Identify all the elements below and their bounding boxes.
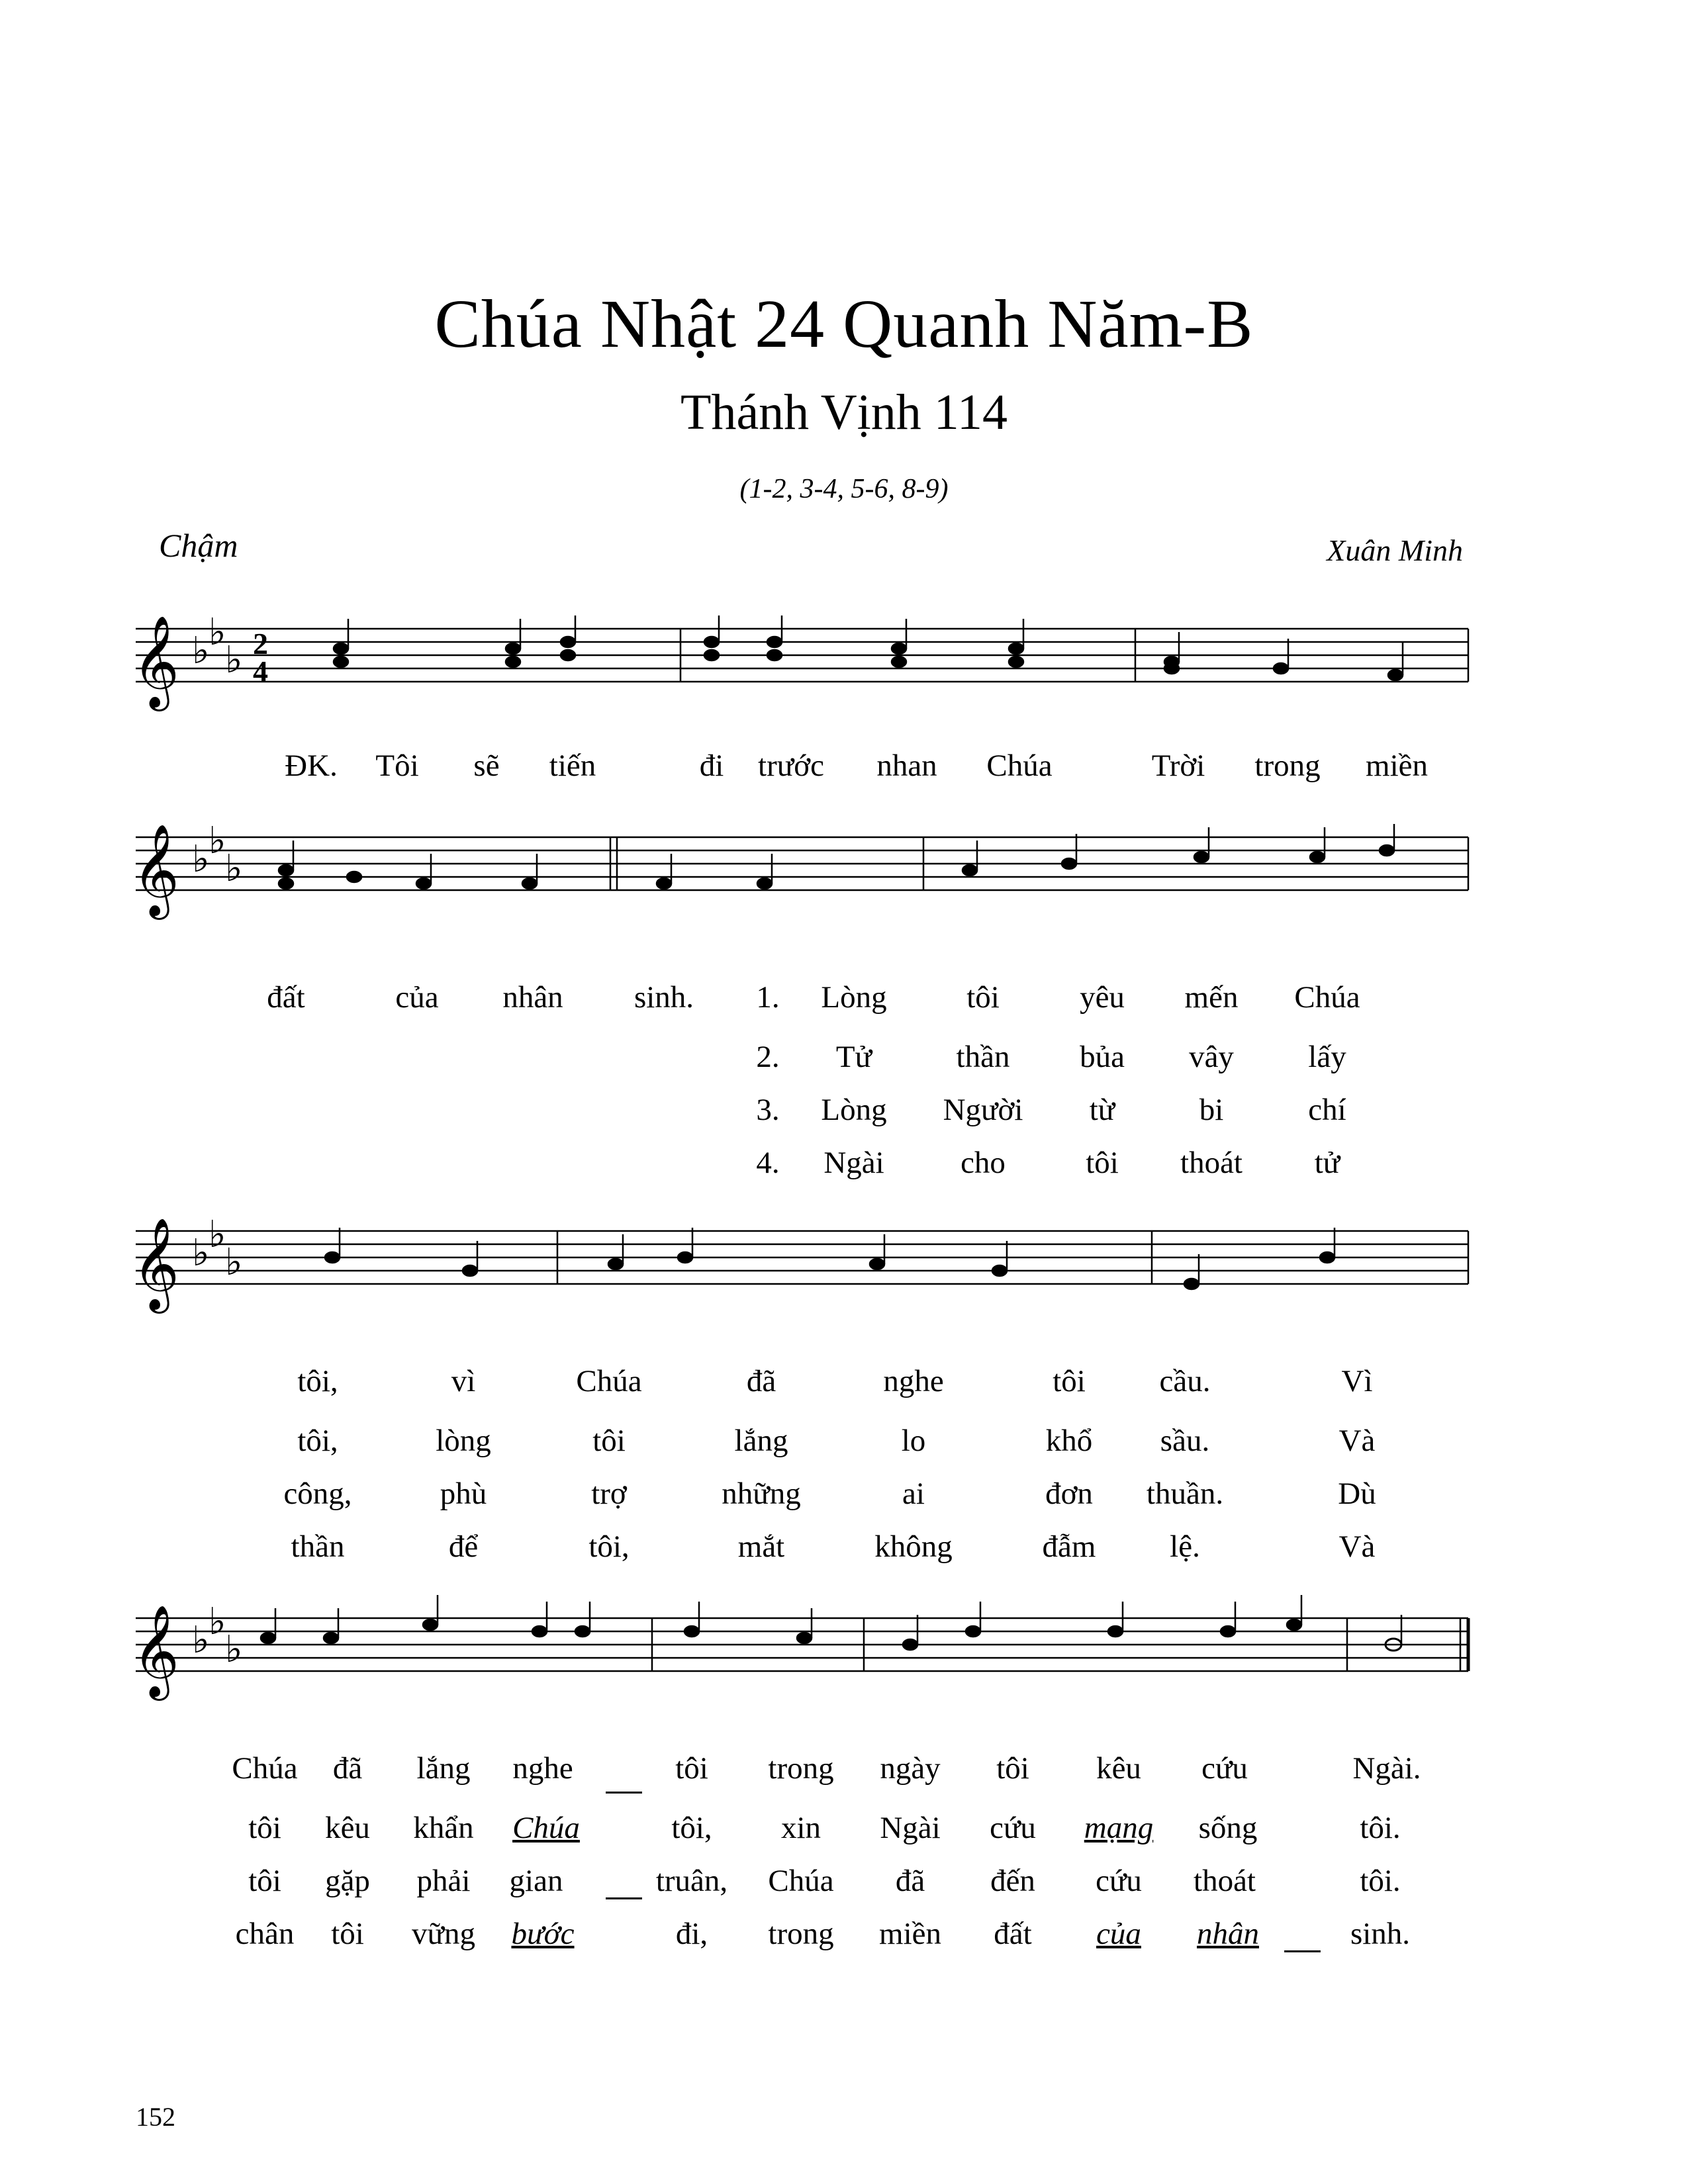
svg-text:4: 4	[253, 655, 268, 688]
lyric-word: kêu	[325, 1811, 370, 1845]
lyric-word: vững	[412, 1917, 475, 1951]
svg-text:♭: ♭	[209, 1213, 226, 1256]
lyric-word: tôi	[996, 1751, 1029, 1786]
lyric-word: ai	[902, 1477, 925, 1511]
lyric-word: Chúa	[232, 1751, 298, 1786]
song-title: Chúa Nhật 24 Quanh Năm-B	[434, 286, 1254, 362]
music-staff-system-3	[0, 1213, 1688, 1310]
lyric-word: Lòng	[821, 1093, 887, 1127]
lyric-word: Người	[943, 1093, 1023, 1127]
verse-number: 2.	[756, 1040, 780, 1074]
lyric-word: miền	[1366, 749, 1428, 783]
lyric-word: tôi,	[297, 1364, 338, 1398]
lyric-word: tử	[1314, 1146, 1340, 1180]
lyric-word: Ngài	[880, 1811, 941, 1845]
lyric-word: lo	[901, 1424, 926, 1458]
lyric-word: gian	[509, 1864, 563, 1898]
lyric-word: Ngài.	[1352, 1751, 1421, 1786]
tempo-marking: Chậm	[159, 527, 238, 564]
lyric-word: thoát	[1194, 1864, 1256, 1898]
lyric-word: nhan	[876, 749, 937, 783]
lyric-word: tôi	[1053, 1364, 1086, 1398]
lyric-word: cứu	[1201, 1751, 1248, 1786]
page-number: 152	[136, 2102, 175, 2132]
lyric-word: sầu.	[1160, 1424, 1210, 1458]
lyric-word-emphasis: của	[1096, 1917, 1141, 1951]
lyric-word: truân,	[655, 1864, 728, 1898]
lyric-word: nghe	[883, 1364, 944, 1398]
svg-text:♭: ♭	[192, 629, 210, 672]
lyric-word-emphasis: Chúa	[512, 1811, 580, 1845]
lyric-word: tôi.	[1360, 1811, 1401, 1845]
lyric-word: tôi	[675, 1751, 708, 1786]
lyric-word: sinh.	[633, 980, 694, 1015]
lyric-word: khẩn	[413, 1811, 474, 1845]
lyric-word: chân	[235, 1917, 295, 1951]
lyric-word: trợ	[591, 1477, 627, 1511]
lyric-word: cho	[961, 1146, 1006, 1180]
lyric-word: xin	[780, 1811, 821, 1845]
lyric-word: yêu	[1080, 980, 1125, 1015]
lyric-word: thần	[956, 1040, 1010, 1074]
lyric-word: Chúa	[986, 749, 1053, 783]
lyric-word: cứu	[990, 1811, 1036, 1845]
verse-number: 4.	[756, 1146, 780, 1180]
lyric-word: đi	[699, 749, 724, 783]
lyric-word: tôi,	[297, 1424, 338, 1458]
lyric-word: của	[395, 980, 439, 1015]
lyric-word: đã	[332, 1751, 363, 1786]
lyric-word: nghe	[512, 1751, 573, 1786]
lyric-word: đẫm	[1042, 1529, 1096, 1564]
melisma-line	[606, 1897, 642, 1899]
lyric-word: miền	[879, 1917, 941, 1951]
lyric-word: trước	[758, 749, 824, 783]
lyric-word: khổ	[1045, 1424, 1093, 1458]
lyric-word: đến	[990, 1864, 1035, 1898]
lyric-word: để	[448, 1529, 479, 1564]
lyric-word: ngày	[880, 1751, 941, 1786]
lyric-word: đất	[994, 1917, 1032, 1951]
svg-text:♭: ♭	[225, 639, 243, 682]
svg-text:𝄞: 𝄞	[132, 824, 179, 916]
lyric-word-emphasis: bước	[511, 1917, 575, 1951]
svg-text:𝄞: 𝄞	[132, 1218, 179, 1310]
lyric-word: trong	[768, 1751, 834, 1786]
lyric-word: thoát	[1180, 1146, 1243, 1180]
lyric-word: Ngài	[823, 1146, 884, 1180]
verse-number: 1.	[756, 980, 780, 1015]
svg-text:♭: ♭	[225, 1628, 243, 1671]
lyric-word: Và	[1338, 1424, 1376, 1458]
svg-text:♭: ♭	[209, 1600, 226, 1643]
svg-text:♭: ♭	[192, 1232, 210, 1275]
lyric-word: không	[874, 1529, 953, 1564]
verse-number: 3.	[756, 1093, 780, 1127]
verse-reference: (1-2, 3-4, 5-6, 8-9)	[739, 474, 949, 504]
lyric-word: phù	[440, 1477, 487, 1511]
lyric-word: tôi,	[588, 1529, 630, 1564]
lyric-word: Chúa	[576, 1364, 642, 1398]
lyric-word: mắt	[737, 1529, 785, 1564]
lyric-word: phải	[416, 1864, 471, 1898]
lyric-word: từ	[1089, 1093, 1115, 1127]
lyric-word: tôi	[966, 980, 1000, 1015]
lyric-word: Tôi	[375, 749, 419, 783]
lyric-word: lòng	[436, 1424, 491, 1458]
lyric-word: Dù	[1338, 1477, 1376, 1511]
lyric-word: bủa	[1080, 1040, 1125, 1074]
lyric-word: chí	[1308, 1093, 1346, 1127]
lyric-word: tôi	[248, 1811, 281, 1845]
lyric-word: đất	[267, 980, 305, 1015]
lyric-word: tôi	[1086, 1146, 1119, 1180]
lyric-word: cầu.	[1159, 1364, 1211, 1398]
svg-text:𝄞: 𝄞	[132, 615, 179, 707]
lyric-word: tôi	[331, 1917, 364, 1951]
lyric-word: Lòng	[821, 980, 887, 1015]
lyric-word: bi	[1199, 1093, 1224, 1127]
music-staff-system-1	[0, 611, 1688, 707]
lyric-word: công,	[283, 1477, 352, 1511]
lyric-word: gặp	[325, 1864, 370, 1898]
svg-text:♭: ♭	[225, 847, 243, 890]
svg-text:2: 2	[253, 627, 268, 660]
music-staff-system-4	[0, 1600, 1688, 1697]
lyric-word: nhân	[502, 980, 563, 1015]
lyric-word: tôi	[592, 1424, 626, 1458]
lyric-word: Vì	[1341, 1364, 1373, 1398]
lyric-word: Và	[1338, 1529, 1376, 1564]
lyric-word: tiến	[549, 749, 596, 783]
lyric-word: sống	[1198, 1811, 1258, 1845]
lyric-word: ĐK.	[285, 749, 338, 783]
music-staff-system-2	[0, 819, 1688, 923]
lyric-word-emphasis: mạng	[1084, 1811, 1154, 1845]
lyric-word: Chúa	[1294, 980, 1360, 1015]
lyric-word: thuần.	[1146, 1477, 1224, 1511]
lyric-word: lệ.	[1170, 1529, 1200, 1564]
lyric-word: cứu	[1096, 1864, 1142, 1898]
psalm-subtitle: Thánh Vịnh 114	[680, 385, 1008, 440]
svg-text:♭: ♭	[225, 1241, 243, 1284]
svg-text:♭: ♭	[209, 611, 226, 654]
lyric-word: Tử	[835, 1040, 872, 1074]
lyric-word: vì	[451, 1364, 476, 1398]
lyric-word: lắng	[416, 1751, 471, 1786]
lyric-word: đơn	[1045, 1477, 1093, 1511]
melisma-line	[606, 1792, 642, 1794]
lyric-word: trong	[1254, 749, 1321, 783]
composer-name: Xuân Minh	[1327, 533, 1463, 567]
lyric-word: những	[722, 1477, 801, 1511]
lyric-word: sinh.	[1350, 1917, 1411, 1951]
svg-text:♭: ♭	[192, 838, 210, 881]
lyric-word: tôi.	[1360, 1864, 1401, 1898]
lyric-word: tôi,	[671, 1811, 712, 1845]
lyric-word: đã	[746, 1364, 776, 1398]
svg-text:♭: ♭	[192, 1619, 210, 1662]
lyric-word: kêu	[1096, 1751, 1141, 1786]
lyric-word: lắng	[734, 1424, 788, 1458]
svg-text:𝄞: 𝄞	[132, 1605, 179, 1697]
lyric-word: thần	[291, 1529, 345, 1564]
melisma-line	[1284, 1950, 1321, 1952]
lyric-word: đã	[895, 1864, 925, 1898]
lyric-word: mến	[1184, 980, 1239, 1015]
lyric-word: lấy	[1308, 1040, 1346, 1074]
lyric-word: Chúa	[768, 1864, 834, 1898]
lyric-word-emphasis: nhân	[1197, 1917, 1259, 1951]
svg-text:♭: ♭	[209, 819, 226, 862]
lyric-word: đi,	[675, 1917, 708, 1951]
lyric-word: Trời	[1151, 749, 1205, 783]
lyric-word: tôi	[248, 1864, 281, 1898]
lyric-word: sẽ	[473, 749, 500, 783]
lyric-word: vây	[1189, 1040, 1234, 1074]
lyric-word: trong	[768, 1917, 834, 1951]
